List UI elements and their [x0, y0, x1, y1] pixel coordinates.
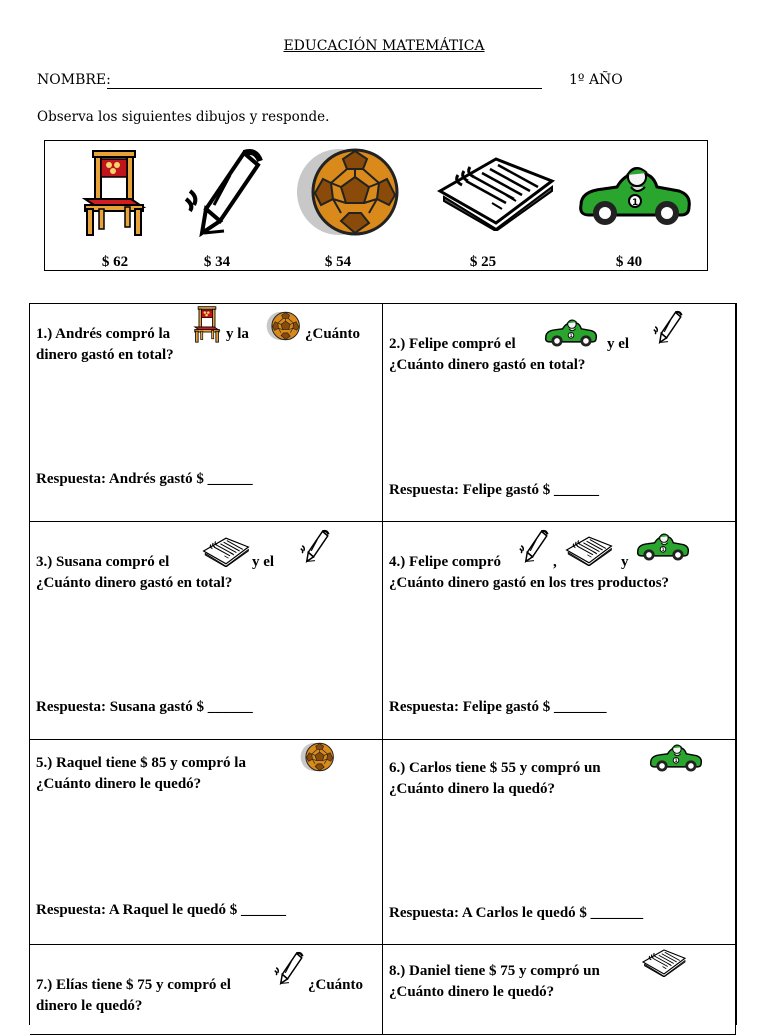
- pencil-icon: [184, 147, 264, 237]
- notebook-icon: [202, 535, 250, 567]
- question-6-text-a: 6.) Carlos tiene $ 55 y compró un: [389, 760, 601, 776]
- answer-3[interactable]: Respuesta: Susana gastó $ ______: [36, 699, 253, 715]
- question-4-text-c: y: [621, 554, 629, 570]
- car-icon: [575, 161, 695, 231]
- price-chair: $ 62: [101, 254, 129, 270]
- question-4-text-b: ,: [553, 554, 557, 570]
- question-1-text-d: dinero gastó en total?: [36, 347, 174, 363]
- question-7-text-a: 7.) Elías tiene $ 75 y compró el: [36, 977, 231, 993]
- worksheet-title: EDUCACIÓN MATEMÁTICA: [283, 38, 485, 54]
- question-3-text-b: y el: [252, 554, 275, 570]
- question-4-cell: [383, 522, 736, 740]
- question-3-text-a: 3.) Susana compró el: [36, 554, 170, 570]
- answer-6[interactable]: Respuesta: A Carlos le quedó $ _______: [389, 905, 644, 921]
- question-7-text-b: ¿Cuánto: [308, 977, 364, 993]
- notebook-icon: [641, 947, 687, 977]
- question-1-text-a: 1.) Andrés compró la: [36, 326, 171, 342]
- pencil-icon: [300, 523, 330, 569]
- name-field[interactable]: [107, 88, 542, 89]
- ball-icon: [300, 742, 336, 772]
- question-8-cell: [383, 945, 736, 1035]
- car-icon: [543, 316, 599, 350]
- price-car: $ 40: [615, 254, 643, 270]
- question-8-text-a: 8.) Daniel tiene $ 75 y compró un: [389, 963, 600, 979]
- question-8-text-b: ¿Cuánto dinero le quedó?: [389, 984, 555, 1000]
- question-1-text-c: ¿Cuánto: [305, 326, 361, 342]
- question-4-text-a: 4.) Felipe compró: [389, 554, 502, 570]
- question-6-cell: [383, 740, 736, 945]
- notebook-icon: [565, 534, 613, 566]
- product-price-box: [44, 140, 708, 271]
- question-2-text-c: ¿Cuánto dinero gastó en total?: [389, 357, 586, 373]
- grade-label: 1º AÑO: [569, 72, 623, 88]
- notebook-icon: [436, 151, 556, 231]
- product-chair: [60, 147, 170, 270]
- car-icon: [648, 740, 704, 776]
- answer-2[interactable]: Respuesta: Felipe gastó $ ______: [389, 482, 599, 498]
- question-7-text-c: dinero le quedó?: [36, 998, 143, 1014]
- ball-icon: [266, 311, 302, 341]
- price-ball: $ 54: [324, 254, 352, 270]
- pencil-icon: [274, 945, 304, 991]
- question-5-cell: [30, 740, 383, 945]
- question-grid: [29, 303, 737, 1025]
- question-2-cell: [383, 304, 736, 522]
- pencil-icon: [519, 523, 549, 569]
- pencil-icon: [653, 304, 683, 350]
- question-2-text-b: y el: [607, 336, 630, 352]
- answer-1[interactable]: Respuesta: Andrés gastó $ ______: [36, 471, 253, 487]
- question-5-text-b: ¿Cuánto dinero le quedó?: [36, 776, 202, 792]
- question-3-cell: [30, 522, 383, 740]
- name-label: NOMBRE:: [37, 72, 111, 88]
- product-car: [570, 147, 680, 270]
- product-notebook: [428, 147, 538, 270]
- price-pencil: $ 34: [203, 254, 231, 270]
- answer-4[interactable]: Respuesta: Felipe gastó $ _______: [389, 699, 607, 715]
- price-notebook: $ 25: [469, 254, 497, 270]
- question-3-text-c: ¿Cuánto dinero gastó en total?: [36, 575, 233, 591]
- question-6-text-b: ¿Cuánto dinero la quedó?: [389, 781, 556, 797]
- question-5-text-a: 5.) Raquel tiene $ 85 y compró la: [36, 755, 246, 771]
- question-1-cell: [30, 304, 383, 522]
- chair-icon: [74, 147, 154, 237]
- question-2-text-a: 2.) Felipe compró el: [389, 336, 516, 352]
- instructions: Observa los siguientes dibujos y responde.: [37, 109, 330, 125]
- car-icon: [635, 530, 691, 564]
- question-7-cell: [30, 945, 383, 1035]
- question-4-text-d: ¿Cuánto dinero gastó en los tres productos?: [389, 575, 670, 591]
- chair-icon: [192, 305, 222, 343]
- ball-icon: [295, 147, 405, 237]
- product-pencil: [162, 147, 272, 270]
- answer-5[interactable]: Respuesta: A Raquel le quedó $ ______: [36, 902, 287, 918]
- question-1-text-b: y la: [226, 326, 249, 342]
- product-ball: [285, 147, 395, 270]
